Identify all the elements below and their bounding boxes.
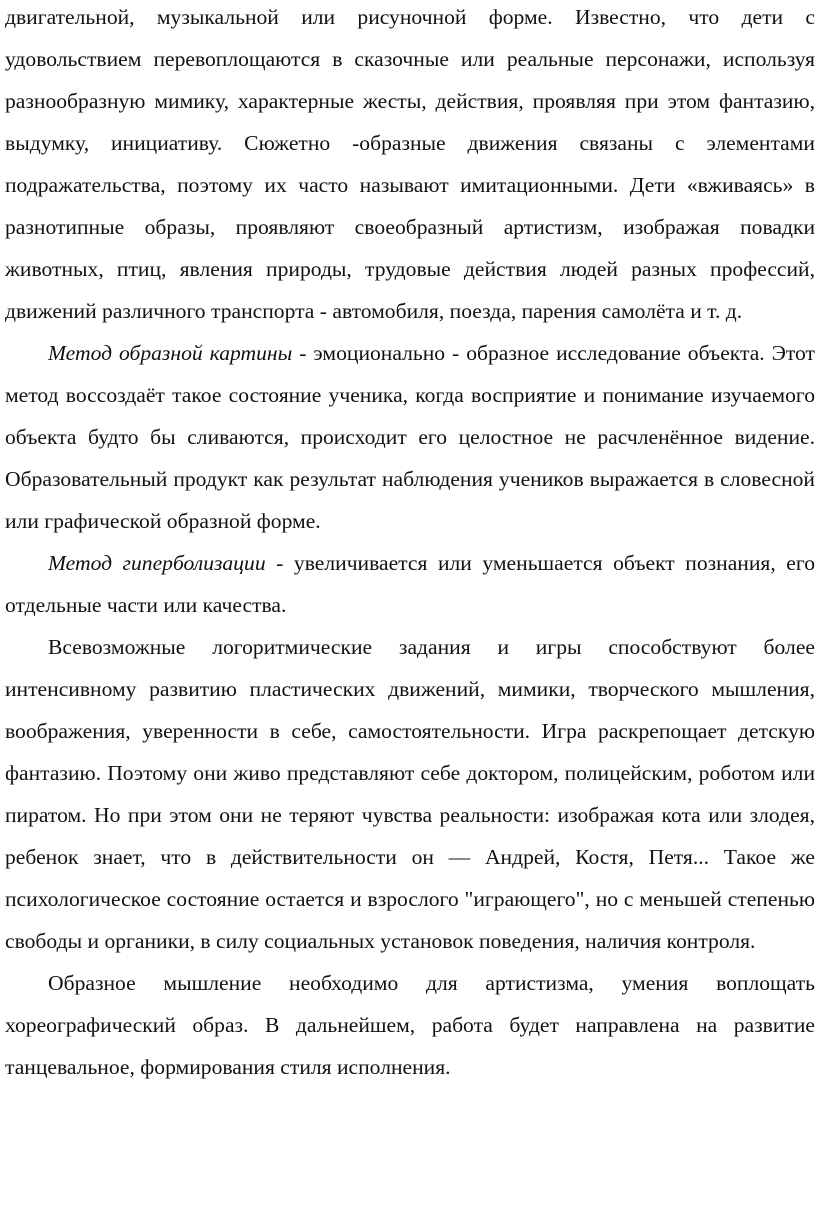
paragraph-imaginative-thinking: Образное мышление необходимо для артистизма, умения воплощать хореографический образ. В дальнейшем, работа будет направлена на развитие танцевальное, формирования стиля исполнения.	[5, 971, 815, 1079]
method-description: - эмоционально - образное исследование объекта. Этот метод воссоздаёт такое состояние ученика, когда восприятие и понимание изучаемого объекта будто бы сливаются, происходит его целостное не расчленённое видение. Образовательный продукт как результат наблюдения учеников выражается в словесной или графической образной форме.	[5, 341, 815, 533]
paragraph-method-hyperbolization	[5, 542, 815, 626]
document-page	[5, 0, 815, 1088]
method-description: - увеличивается или уменьшается объект познания, его отдельные части или качества.	[5, 551, 815, 617]
method-term: Метод образной картины	[48, 341, 293, 365]
paragraph-continuation: двигательной, музыкальной или рисуночной форме. Известно, что дети с удовольствием перевоплощаются в сказочные или реальные персонажи, используя разнообразную мимику, характерные жесты, действия, проявляя при этом фантазию, выдумку, инициативу. Сюжетно -образные движения связаны с элементами подражательства, поэтому их часто называют имитационными. Дети «вживаясь» в разнотипные образы, проявляют своеобразный артистизм, изображая повадки животных, птиц, явления природы, трудовые действия людей разных профессий, движений различного транспорта - автомобиля, поезда, парения самолёта и т. д.	[5, 5, 815, 323]
method-term: Метод гиперболизации	[48, 551, 266, 575]
paragraph-logorhythmic-games: Всевозможные логоритмические задания и игры способствуют более интенсивному развитию пластических движений, мимики, творческого мышления, воображения, уверенности в себе, самостоятельности. Игра раскрепощает детскую фантазию. Поэтому они живо представляют себе доктором, полицейским, роботом или пиратом. Но при этом они не теряют чувства реальности: изображая кота или злодея, ребенок знает, что в действительности он — Андрей, Костя, Петя... Такое же психологическое состояние остается и взрослого "играющего", но с меньшей степенью свободы и органики, в силу социальных установок поведения, наличия контроля.	[5, 635, 815, 953]
paragraph-method-image-picture	[5, 332, 815, 542]
